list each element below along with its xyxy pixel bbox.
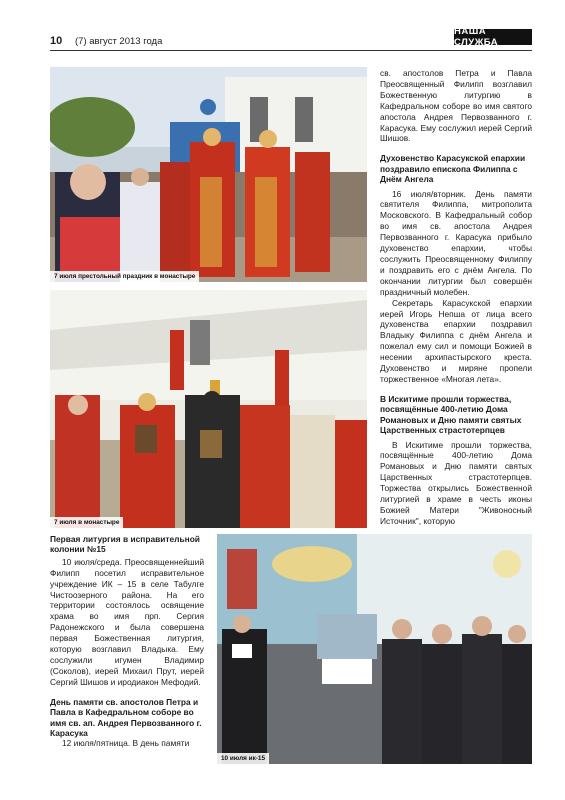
right-column <box>380 68 532 527</box>
header-rule <box>50 50 532 51</box>
article-paragraph: св. апостолов Петра и Павла Преосвященный Филипп возглавил Божественную литургию в Кафедральном соборе во имя святого апостола Андрея Первозванного г. Карасука. Ему сослужил иерей Сергий Шишов. <box>380 68 532 144</box>
article-paragraph: 16 июля/вторник. День памяти святителя Филиппа, митрополита Московского. В Кафедральный собор во имя св. апостола Андрея Первозванного г. Карасука прибыло духовенство епархии, чтобы сослужить Преосвященному Филиппу и поздравить его с днём Ангела. По окончании литургии был совершён праздничный молебен. <box>380 188 532 297</box>
magazine-logo: НАША СЛУЖБА <box>454 29 532 45</box>
page-number: 10 <box>50 35 63 47</box>
photo-colony <box>217 534 532 764</box>
photo-procession <box>50 67 367 282</box>
article-paragraph: В Искитиме прошли торжества, посвящённые 400-летию Дома Романовых и Дню памяти святых Царственных страстотерпцев. Торжества открылись Божественной литургией в храме в честь иконы Божией Матери "Живоносный Источник", которую <box>380 439 532 526</box>
left-column <box>50 534 204 749</box>
article-heading: День памяти св. апостолов Петра и Павла в Кафедральном соборе во имя св. ап. Андрея Первозванного г. Карасука <box>50 696 202 738</box>
article-heading: Духовенство Карасукской епархии поздравило епископа Филиппа с Днём Ангела <box>380 153 526 185</box>
photo-caption: 10 июля ик-15 <box>217 753 269 764</box>
article-paragraph: 12 июля/пятница. В день памяти <box>62 738 190 749</box>
article-heading: Первая литургия в исправительной колонии №15 <box>50 534 200 555</box>
clergy-image <box>50 290 367 528</box>
photo-caption: 7 июля в монастыре <box>50 517 123 528</box>
photo-clergy <box>50 290 367 528</box>
photo-caption: 7 июля престольный праздник в монастыре <box>50 271 199 282</box>
article-paragraph: 10 июля/среда. Преосвященнейший Филипп посетил исправительное учреждение ИК – 15 в селе Табулге Чистоозерного района. На его территории состоялось освящение храма во имя прп. Сергия Радонежского и была совершена первая Божественная литургия, которую возглавил Владыка. Ему сослужили игумен Владимир (Соколов), иерей Михаил Прут, иерей Сергий Шишов и иродиакон Мефодий. <box>50 556 204 687</box>
article-paragraph: Секретарь Карасукской епархии иерей Игорь Непша от лица всего духовенства епархии поздравил Владыку Филиппа с днём Ангела и пожелал ему сил и помощи Божией в несении архипастырского креста. Духовенство и миряне пропели торжественное «Многая лета». <box>380 297 532 384</box>
article-heading: В Искитиме прошли торжества, посвящённые 400-летию Дома Романовых и Дню памяти святых Царственных страстотерпцев <box>380 393 522 436</box>
colony-image <box>217 534 532 764</box>
issue-date: (7) август 2013 года <box>75 36 163 47</box>
procession-image <box>50 67 367 282</box>
